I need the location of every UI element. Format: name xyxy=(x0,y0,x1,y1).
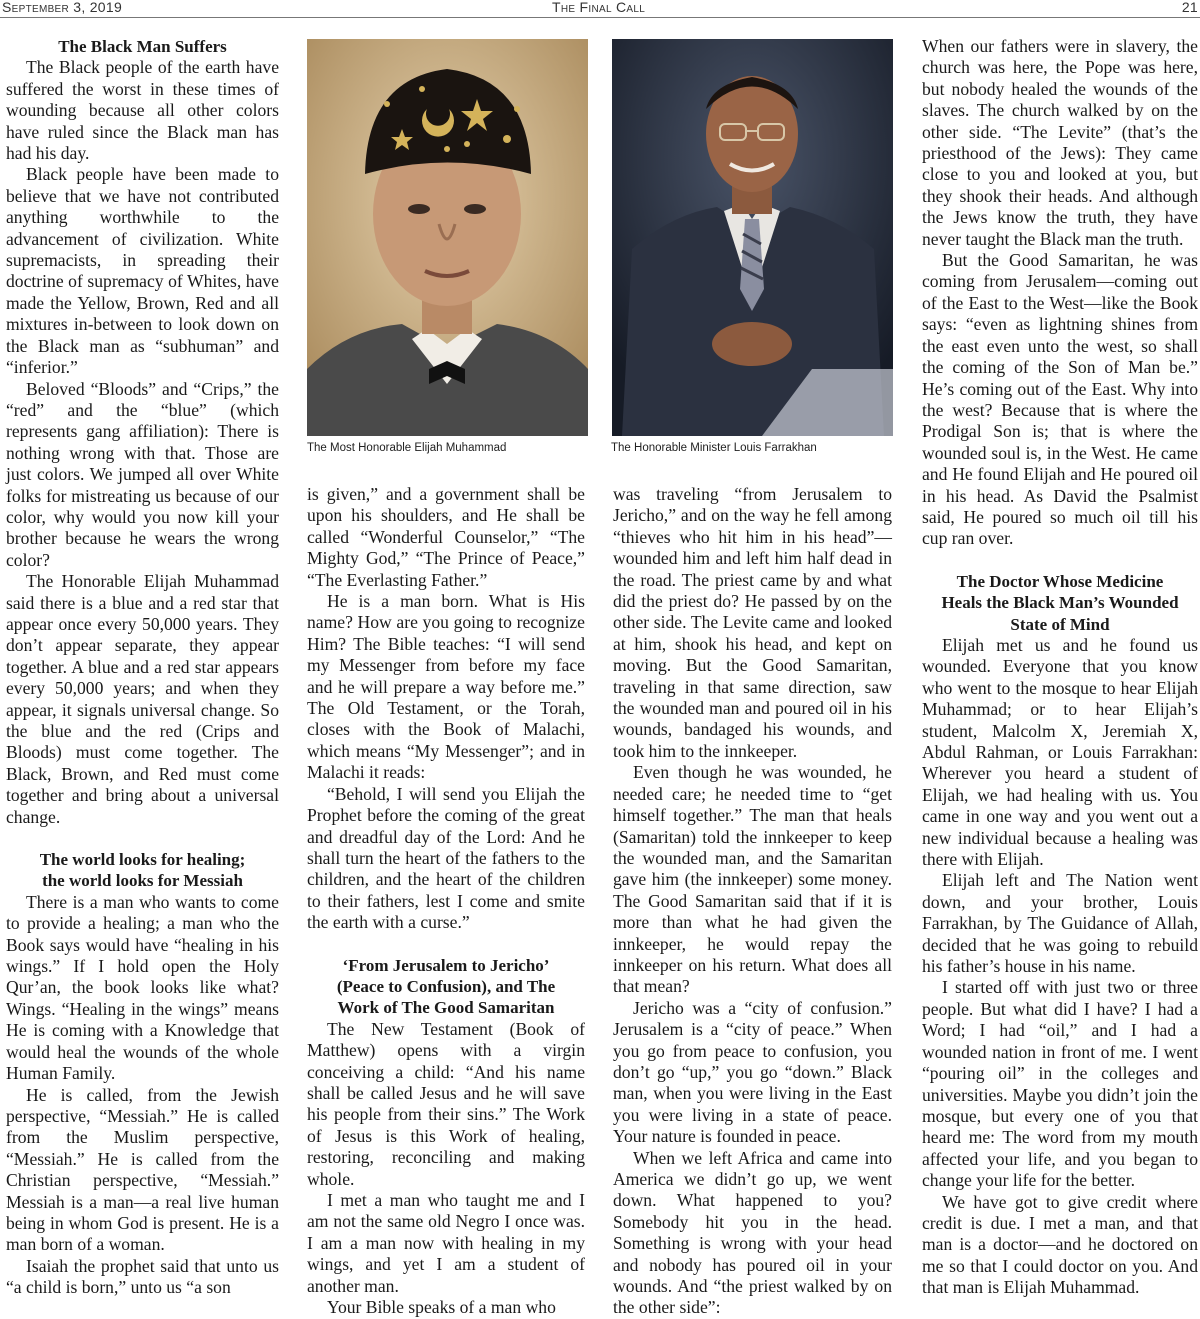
paragraph: The Black people of the earth have suffered the worst in these times of wounding because all other colors have ruled since the Black man has had his day. xyxy=(6,57,279,164)
section-heading xyxy=(307,955,585,1019)
publication-name: The Final Call xyxy=(552,0,646,15)
photo-louis-farrakhan xyxy=(612,39,893,436)
article-column-2 xyxy=(307,484,585,1318)
paragraph: The Honorable Elijah Muhammad said there is a blue and a red star that appear once every 50,000 years. They don’t appear separate, they appear together. A blue and a red star appears every 50,000 years; and when they appear, it signals universal change. So the blue and the red (Crips and Bloods) must come together. The Black, Brown, and Red must come together and bring about a universal change. xyxy=(6,571,279,827)
heading-line: The world looks for healing; xyxy=(39,850,246,870)
photo-caption: The Most Honorable Elijah Muhammad xyxy=(307,442,507,454)
paragraph: Even though he was wounded, he needed care; he needed time to “get himself together.” The man that heals (Samaritan) told the innkeeper to keep the wounded man, and the Samaritan gave him (the innkeeper) some money. The Good Samaritan said that if it is more than what he had given the innkeeper, he would repay the innkeeper on his return. What does all that mean? xyxy=(613,762,892,997)
paragraph: We have got to give credit where credit is due. I met a man, and that man is a doctor—and he doctored on me so that I could doctor on you. And that man is Elijah Muhammad. xyxy=(922,1191,1198,1298)
paragraph: Black people have been made to believe that we have not contributed anything worthwhile to the advancement of civilization. White supremacists, in spreading their doctrine of supremacy of Whites, have made the Yellow, Brown, Red and all mixtures in-between to look down on the Black man as “subhuman” and “inferior.” xyxy=(6,164,279,378)
photo-caption: The Honorable Minister Louis Farrakhan xyxy=(611,442,817,454)
paragraph: The New Testament (Book of Matthew) opens with a virgin conceiving a child: “And his name shall be called Jesus and he will save his people from their sins.” The Work of Jesus is this Work of healing, restoring, reconciling and making whole. xyxy=(307,1018,585,1189)
photo-elijah-muhammad xyxy=(307,39,588,436)
section-heading xyxy=(6,849,279,892)
page-number: 21 xyxy=(1181,0,1198,15)
page-header xyxy=(0,0,1200,18)
paragraph: When we left Africa and came into America we didn’t go up, we went down. What happened to you? Somebody hit you in the head. Something is wrong with your head and nobody has poured oil in your wounds. And “the priest walked by on the other side”: xyxy=(613,1147,892,1318)
paragraph: Elijah left and The Nation went down, and your brother, Louis Farrakhan, by The Guidance of Allah, decided that he was going to rebuild his father’s house in his name. xyxy=(922,870,1198,977)
article-column-3 xyxy=(613,484,892,1319)
paragraph: He is called, from the Jewish perspective, “Messiah.” He is called from the Muslim perspective, “Messiah.” He is called from the Christian perspective, “Messiah.” Messiah is a man—a real live human being in whom God is present. He is a man born of a woman. xyxy=(6,1084,279,1255)
paragraph: Elijah met us and he found us wounded. Everyone that you know who went to the mosque to hear Elijah Muhammad; or to hear Elijah’s student, Malcolm X, Jeremiah X, Abdul Rahman, or Louis Farrakhan: Wherever you heard a student of Elijah, we had healing with us. You came in one way and you went out a new individual because a healing was there with Elijah. xyxy=(922,634,1198,870)
article-column-4 xyxy=(922,36,1198,1299)
portrait-illustration xyxy=(307,39,588,436)
heading-line: ‘From Jerusalem to Jericho’ xyxy=(342,955,550,975)
paragraph: “Behold, I will send you Elijah the Prophet before the coming of the great and dreadful day of the Lord: And he shall turn the heart of the fathers to the children, and the heart of the children to their fathers, lest I come and smite the earth with a curse.” xyxy=(307,783,585,933)
issue-date: September 3, 2019 xyxy=(2,0,123,15)
heading-line: The Doctor Whose Medicine xyxy=(956,571,1164,591)
paragraph: Beloved “Bloods” and “Crips,” the “red” and the “blue” (which represents gang affiliation): There is nothing wrong with that. Those are just colors. We jumped all over White folks for mistreating us because of our color, why would you now kill your brother because he wears the wrong color? xyxy=(6,378,279,570)
paragraph: Isaiah the prophet said that unto us “a child is born,” unto us “a son xyxy=(6,1255,279,1298)
paragraph: He is a man born. What is His name? How are you going to recognize Him? The Bible teaches: “I will send my Messenger from before my face and he will prepare a way before me.” The Old Testament, or the Torah, closes with the Book of Malachi, which means “My Messenger”; and in Malachi it reads: xyxy=(307,591,585,783)
heading-line: State of Mind xyxy=(1010,614,1110,634)
paragraph: I met a man who taught me and I am not the same old Negro I once was. I am a man now with healing in my wings, and yet I am a student of another man. xyxy=(307,1190,585,1296)
paragraph: There is a man who wants to come to provide a healing; a man who the Book says would have “healing in his wings.” If I hold open the Holy Qur’an, the book looks like what? Wings. “Healing in the wings” means He is coming with a Knowledge that would heal the wounds of the whole Human Family. xyxy=(6,891,279,1084)
paragraph: is given,” and a government shall be upon his shoulders, and He shall be called “Wonderful Counselor,” “The Mighty God,” “The Prince of Peace,” “The Everlasting Father.” xyxy=(307,484,585,590)
paragraph: was traveling “from Jerusalem to Jericho,” and on the way he fell among “thieves who hit him in his head”—wounded him and left him half dead in the road. The priest came by and what did the priest do? He passed by on the other side. The Levite came and looked at him, shook his head, and kept on moving. But the Good Samaritan, traveling in that same direction, saw the wounded man and poured oil in his wounds, bandaged his wounds, and took him to the innkeeper. xyxy=(613,484,892,761)
paragraph: Your Bible speaks of a man who xyxy=(327,1297,556,1318)
paragraph: I started off with just two or three people. But what did I have? I had a Word; I had “oil,” and I had a wounded nation in front of me. I went “pouring oil” in the colleges and universities. Maybe you didn’t join the mosque, but every one of you that heard me: The word from my mouth affected your life, and you began to change your life for the better. xyxy=(922,977,1198,1191)
heading-line: (Peace to Confusion), and The xyxy=(336,976,556,996)
paragraph: But the Good Samaritan, he was coming from Jerusalem—coming out of the East to the West—like the Book says: “even as lightning shines from the east even unto the west, so shall the coming of the Son of Man be.” He’s coming out of the East. Why into the west? Because that is where the Prodigal Son is; that is where the wounded soul is, in the West. He came and He found Elijah and He poured oil in his head. As David the Psalmist said, He poured so much oil till his cup ran over. xyxy=(922,250,1198,549)
paragraph: When our fathers were in slavery, the church was here, the Pope was here, but nobody healed the wounds of the slaves. The church walked by on the other side. “The Levite” (that’s the priesthood of the Jews): They came close to you and looked at you, but they shook their heads. And although the Jews know the truth, they have never taught the Black man the truth. xyxy=(922,36,1198,249)
heading-line: the world looks for Messiah xyxy=(42,871,243,891)
section-heading xyxy=(922,571,1198,635)
section-heading: The Black Man Suffers xyxy=(58,37,227,56)
heading-line: Work of The Good Samaritan xyxy=(337,998,555,1018)
portrait-illustration xyxy=(612,39,893,436)
paragraph: Jericho was a “city of confusion.” Jerusalem is a “city of peace.” When you go from peace to confusion, you don’t go “up,” you go “down.” Black man, when you were living in the East you were living in a state of peace. Your nature is founded in peace. xyxy=(613,997,892,1147)
article-column-1 xyxy=(6,36,279,1299)
heading-line: Heals the Black Man’s Wounded xyxy=(941,593,1179,613)
